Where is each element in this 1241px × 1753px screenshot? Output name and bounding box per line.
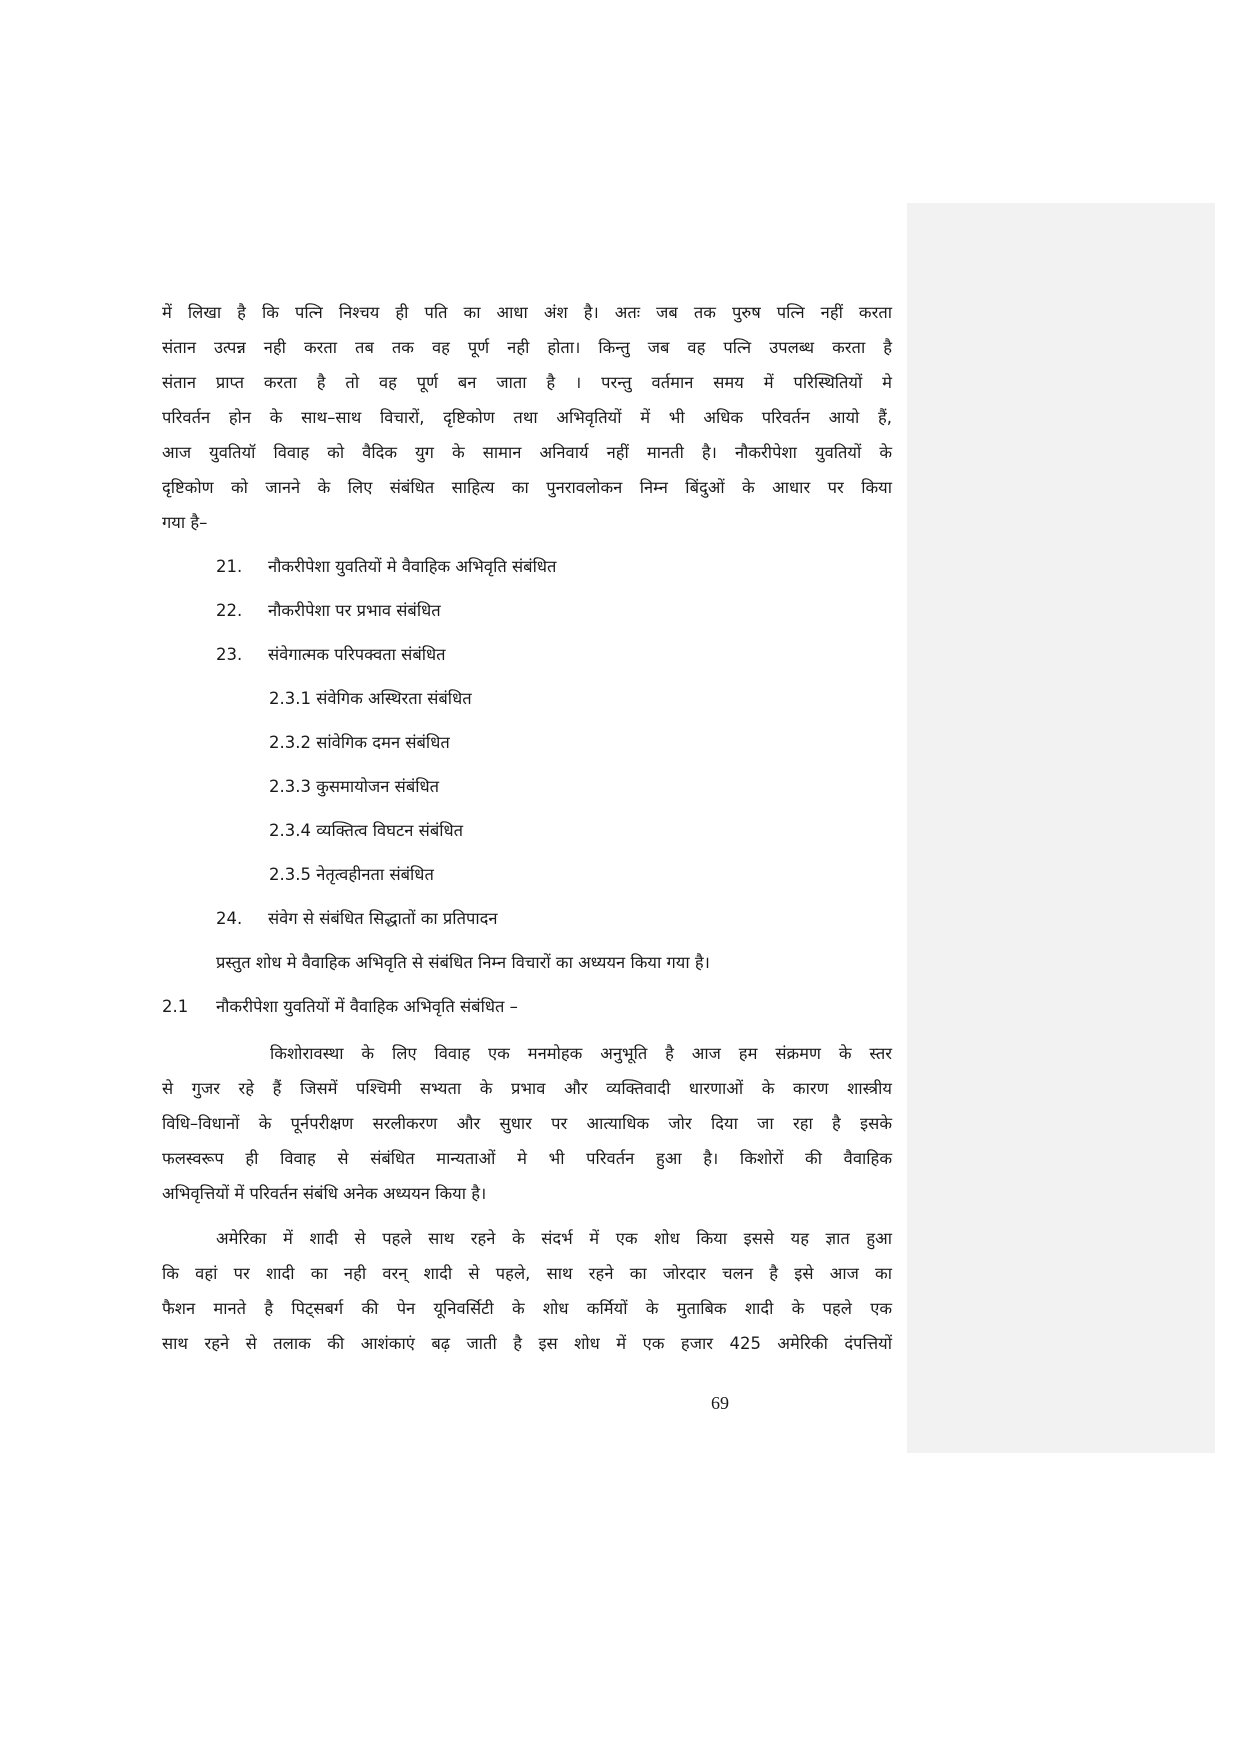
paragraph-line: दृष्टिकोण को जानने के लिए संबंधित साहित्य का पुनरावलोकन निम्न बिंदुओं के आधार पर किया [162,478,892,497]
paragraph-line: में लिखा है कि पत्नि निश्चय ही पति का आधा अंश है। अतः जब तक पुरुष पत्नि नहीं करता [162,303,892,322]
list-number: 21. [216,557,243,576]
sub-list-item: 2.3.3 कुसमायोजन संबंधित [269,777,440,796]
paragraph-line: अमेरिका में शादी से पहले साथ रहने के संदर्भ में एक शोध किया इससे यह ज्ञात हुआ [216,1229,892,1248]
paragraph-line: कि वहां पर शादी का नही वरन् शादी से पहले, साथ रहने का जोरदार चलन है इसे आज का [162,1264,892,1283]
paragraph-line: किशोरावस्था के लिए विवाह एक मनमोहक अनुभूति है आज हम संक्रमण के स्तर [270,1044,892,1063]
sub-list-item: 2.3.2 सांवेगिक दमन संबंधित [269,733,450,752]
list-number: 24. [216,909,243,928]
section-heading [162,995,518,1019]
list-text: नौकरीपेशा पर प्रभाव संबंधित [268,601,441,620]
section-number: 2.1 [162,997,189,1016]
page-number: 69 [711,1393,729,1413]
paragraph-line: परिवर्तन होन के साथ–साथ विचारों, दृष्टिकोण तथा अभिवृतियों में भी अधिक परिवर्तन आयो हैं, [162,408,892,427]
list-text: संवेग से संबंधित सिद्धातों का प्रतिपादन [268,909,498,928]
paragraph-line: आज युवतियॉ विवाह को वैदिक युग के सामान अनिवार्य नहीं मानती है। नौकरीपेशा युवतियों के [162,443,892,462]
paragraph-line: से गुजर रहे हैं जिसमें पश्चिमी सभ्यता के प्रभाव और व्यक्तिवादी धारणाओं के कारण शास्त्रीय [162,1079,892,1098]
sub-list-item: 2.3.1 संवेगिक अस्थिरता संबंधित [269,689,472,708]
list-item [216,907,498,931]
intro-sentence: प्रस्तुत शोध मे वैवाहिक अभिवृति से संबंधित निम्न विचारों का अध्ययन किया गया है। [216,953,710,972]
paragraph-line: विधि–विधानों के पूर्नपरीक्षण सरलीकरण और सुधार पर आत्याधिक जोर दिया जा रहा है इसके [162,1114,892,1133]
list-item [216,643,446,667]
paragraph-line: संतान प्राप्त करता है तो वह पूर्ण बन जाता है । परन्तु वर्तमान समय में परिस्थितियों मे [162,373,892,392]
list-number: 23. [216,645,243,664]
paragraph-line: साथ रहने से तलाक की आशंकाएं बढ़ जाती है इस शोध में एक हजार 425 अमेरिकी दंपत्तियों [162,1334,892,1353]
paragraph-line: संतान उत्पन्न नही करता तब तक वह पूर्ण नही होता। किन्तु जब वह पत्नि उपलब्ध करता है [162,338,892,357]
list-number: 22. [216,601,243,620]
paragraph-line: फैशन मानते है पिट्सबर्ग की पेन यूनिवर्सिटी के शोध कर्मियों के मुताबिक शादी के पहले एक [162,1299,892,1318]
list-text: संवेगात्मक परिपक्वता संबंधित [268,645,446,664]
list-item [216,555,556,579]
section-title: नौकरीपेशा युवतियों में वैवाहिक अभिवृति संबंधित – [216,997,518,1016]
sub-list-item: 2.3.5 नेतृत्वहीनता संबंधित [269,865,434,884]
paragraph-line: अभिवृत्तियों में परिवर्तन संबंधि अनेक अध्ययन किया है। [162,1184,487,1203]
sub-list-item: 2.3.4 व्यक्तित्व विघटन संबंधित [269,821,464,840]
list-text: नौकरीपेशा युवतियों मे वैवाहिक अभिवृति संबंधित [268,557,557,576]
paragraph-line: गया है– [162,513,208,532]
comment-margin-pane [907,203,1215,1453]
list-item [216,599,441,623]
paragraph-line: फलस्वरूप ही विवाह से संबंधित मान्यताओं मे भी परिवर्तन हुआ है। किशोरों की वैवाहिक [162,1149,892,1168]
